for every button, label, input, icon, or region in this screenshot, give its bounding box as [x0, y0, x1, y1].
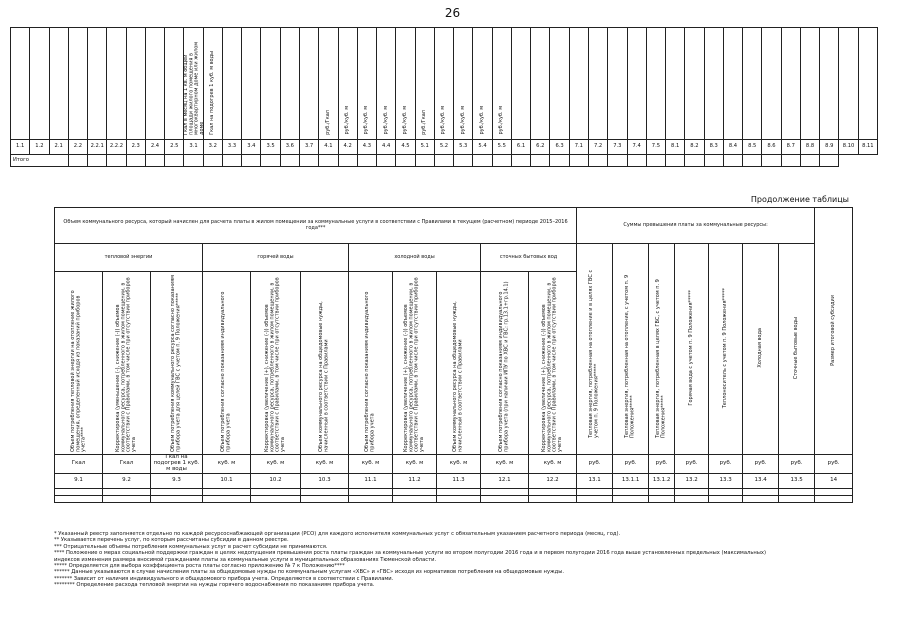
footnote: *** Отрицательные объемы потребления коммунальных услуг в расчет субсидии не принимаются.	[54, 543, 328, 550]
column-number: 8.4	[723, 140, 742, 155]
column-number: 8.6	[762, 140, 781, 155]
unit-header: руб./куб. м	[498, 106, 505, 135]
top-table	[10, 27, 878, 167]
number-cell: 10.2	[251, 473, 301, 488]
number-cell: 13.3	[709, 473, 743, 488]
unit-cell: Гкал на подогрев 1 куб. м воды	[151, 455, 203, 473]
column-number: 8.2	[685, 140, 704, 155]
group-excess-header: Суммы превышения платы за коммунальные ресурсы:	[577, 208, 815, 244]
unit-cell: Гкал	[103, 455, 151, 473]
footnotes	[54, 531, 854, 589]
column-number: 7.3	[608, 140, 627, 155]
header-cell-per-cubic	[203, 28, 222, 140]
vertical-header: Тепловая энергия, потребленная в целях ГВС, с учетом п. 9 Положения*****	[649, 244, 675, 455]
vertical-header: Тепловая энергия, потребленная на отопление, с учетом п. 9 Положения*****	[613, 244, 649, 455]
vertical-header: Корректировка (уменьшение (-), снижение (-)) объемов коммунального ресурса, потребленного в жилом помещении, в соответствии с Правилами, в том числе при отсутствии приборов учета	[103, 272, 151, 455]
unit-cell: руб.	[779, 455, 815, 473]
column-number: 4.2	[338, 140, 357, 155]
footnote: **** Положение о мерах социальной поддержки граждан в целях недопущения превышения роста платы граждан за коммунальные услуги во втором полугодии 2016 года и в первом полугодии 2016 года выше установленных предельных (максимальных)	[54, 550, 766, 557]
header-area-rate: Гкал в месяц на 1 кв. м общей площади жилого помещения в многоквартирном доме или жилом доме	[183, 41, 206, 135]
number-cell: 10.3	[301, 473, 349, 488]
unit-cell: куб. м	[251, 455, 301, 473]
continuation-label: Продолжение таблицы	[750, 195, 849, 204]
header-cell-area-rate	[183, 28, 206, 140]
column-number: 1.2	[30, 140, 49, 155]
number-cell: 11.2	[393, 473, 437, 488]
unit-cell: куб. м	[203, 455, 251, 473]
column-number: 5.4	[473, 140, 492, 155]
unit-header: руб./куб. м	[363, 106, 370, 135]
vertical-header: Горячая вода с учетом п. 9 Положения*****	[675, 244, 709, 455]
unit-cell: Гкал	[55, 455, 103, 473]
unit-cell: руб.	[613, 455, 649, 473]
footnote: ***** Определяется для выбора коэффициента роста платы согласно приложению № 7 к Положению****	[54, 563, 345, 570]
column-number: 6.3	[550, 140, 569, 155]
empty-row	[55, 488, 853, 495]
vertical-header: Сточные бытовые воды	[779, 244, 815, 455]
number-cell: 12.2	[529, 473, 577, 488]
column-number: 2.2	[68, 140, 87, 155]
column-number: 2.2.2	[107, 140, 126, 155]
footnote: ******** Определение расхода тепловой энергии на нужды горячего водоснабжения по показаниям прибора учета.	[54, 582, 375, 589]
empty-row	[55, 495, 853, 502]
column-number: 1.1	[11, 140, 30, 155]
column-number: 2.3	[126, 140, 145, 155]
number-cell: 13.5	[779, 473, 815, 488]
unit-cell: куб. м	[529, 455, 577, 473]
vertical-header: Корректировка (увеличение (+), снижение (-)) объемов коммунального ресурса, потребленного в жилом помещении, в соответствии с Правилами, в том числе при отсутствии приборов учета	[251, 272, 301, 455]
column-number: 3.4	[242, 140, 261, 155]
column-number: 3.1	[184, 140, 203, 155]
unit-cell: куб. м	[349, 455, 393, 473]
column-number: 5.1	[415, 140, 434, 155]
vertical-header: Корректировка (увеличение (+), снижение (-)) объемов коммунального ресурса, потребленного в жилом помещении, в соответствии с Правилами, в том числе при отсутствии приборов учета	[529, 272, 577, 455]
page-number: 26	[444, 6, 461, 20]
vertical-header: Объем коммунального ресурса на общедомовые нужды, начисленный в соответствии с Правилами	[437, 272, 481, 455]
sub-waste-water: сточных бытовых вод	[481, 244, 577, 272]
unit-header: руб./куб. м	[401, 106, 408, 135]
numbers-row	[55, 473, 853, 488]
unit-cell: куб. м	[481, 455, 529, 473]
vertical-header: Объем потребления согласно показаниям индивидуального прибора учета	[349, 272, 393, 455]
column-number: 3.3	[222, 140, 241, 155]
top-header-row	[11, 28, 878, 140]
sub-header-row	[55, 244, 853, 272]
footnote: индексов изменения размера вносимой гражданами платы за коммунальные услуги в муниципальных образованиях Тюменской области.	[54, 556, 437, 563]
vertical-header: Теплоноситель с учетом п. 9 Положения*****	[709, 244, 743, 455]
column-number: 8.10	[839, 140, 858, 155]
unit-header: руб./куб. м	[440, 106, 447, 135]
column-number: 8.7	[781, 140, 800, 155]
sub-cold-water: холодной воды	[349, 244, 481, 272]
column-number: 4.1	[319, 140, 338, 155]
number-cell: 13.1.1	[613, 473, 649, 488]
column-number: 7.1	[569, 140, 588, 155]
column-number: 2.2.1	[88, 140, 107, 155]
group-volume-header: Объем коммунального ресурса, который начислен для расчета платы в жилом помещении за коммунальные услуги в соответствии с Правилами в текущем (расчетном) периоде 2015–2016 года***	[55, 208, 577, 244]
column-number: 6.2	[531, 140, 550, 155]
vertical-header: Объем коммунального ресурса на общедомовые нужды, начисленный в соответствии с Правилами	[301, 272, 349, 455]
vertical-header: Корректировка (увеличение (+), снижение (-)) объемов коммунального ресурса, потребленного в жилом помещении, в соответствии с Правилами, в том числе при отсутствии приборов учета	[393, 272, 437, 455]
number-cell: 11.3	[437, 473, 481, 488]
number-cell: 10.1	[203, 473, 251, 488]
unit-cell: руб.	[815, 455, 853, 473]
unit-header: руб./куб. м	[478, 106, 485, 135]
number-cell: 12.1	[481, 473, 529, 488]
continuation-table	[54, 207, 853, 503]
group-header-row	[55, 208, 853, 244]
unit-header: руб./Гкал	[421, 109, 428, 135]
number-cell: 9.3	[151, 473, 203, 488]
units-row	[55, 455, 853, 473]
footnote: * Указанный реестр заполняется отдельно по каждой ресурсоснабжающей организации (РСО) для каждого исполнителя коммунальных услуг с обязательным указанием расчетного периода (месяц, год).	[54, 531, 621, 537]
column-number: 4.4	[377, 140, 396, 155]
number-cell: 13.1.2	[649, 473, 675, 488]
header-per-cubic: Гкал на подогрев 1 куб. м воды	[209, 50, 216, 135]
vertical-header: Холодная вода	[743, 244, 779, 455]
vertical-header: Объем потребления коммунального ресурса согласно показаниям прибора учета для целей ГВС с учетом п. 9 Положения*****	[151, 272, 203, 455]
unit-cell: руб.	[743, 455, 779, 473]
column-number: 5.5	[492, 140, 511, 155]
number-cell: 9.1	[55, 473, 103, 488]
column-number: 5.3	[454, 140, 473, 155]
number-cell: 13.4	[743, 473, 779, 488]
column-number: 8.1	[666, 140, 685, 155]
subsidy-header: Размер итоговой субсидии	[815, 208, 853, 455]
unit-cell: куб. м	[393, 455, 437, 473]
number-cell: 13.2	[675, 473, 709, 488]
unit-cell: руб.	[577, 455, 613, 473]
column-number: 3.7	[299, 140, 318, 155]
column-number: 7.4	[627, 140, 646, 155]
column-number: 3.2	[203, 140, 222, 155]
column-number: 4.3	[357, 140, 376, 155]
unit-cell: куб. м	[437, 455, 481, 473]
unit-header: руб./куб. м	[382, 106, 389, 135]
column-number: 2.1	[49, 140, 68, 155]
footnote: ** Указывается перечень услуг, по которым рассчитаны субсидии в данном реестре.	[54, 537, 289, 544]
sub-hot-water: горячей воды	[203, 244, 349, 272]
vertical-header: Тепловая энергия, потребленная на отопление и в целях ГВС с учетом п. 9 Положения*****	[577, 244, 613, 455]
number-cell: 11.1	[349, 473, 393, 488]
column-number-row	[11, 140, 878, 155]
column-number: 8.9	[820, 140, 839, 155]
column-number: 6.1	[511, 140, 530, 155]
unit-header: руб./куб. м	[344, 106, 351, 135]
column-number: 3.5	[261, 140, 280, 155]
column-number: 8.5	[743, 140, 762, 155]
unit-header: руб./Гкал	[324, 109, 331, 135]
column-number: 8.11	[858, 140, 877, 155]
number-cell: 14	[815, 473, 853, 488]
unit-header: руб./куб. м	[459, 106, 466, 135]
footnote: ******* Зависит от наличия индивидуального и общедомового прибора учета. Определяются в соответствии с Правилами.	[54, 575, 394, 582]
unit-cell: руб.	[649, 455, 675, 473]
column-number: 2.4	[145, 140, 164, 155]
total-label: Итого	[11, 155, 69, 167]
unit-cell: руб.	[675, 455, 709, 473]
unit-cell: руб.	[709, 455, 743, 473]
column-number: 4.5	[396, 140, 415, 155]
column-number: 2.5	[165, 140, 184, 155]
sub-heating: тепловой энергии	[55, 244, 203, 272]
column-number: 7.2	[588, 140, 607, 155]
total-row	[11, 155, 878, 167]
column-number: 7.5	[646, 140, 665, 155]
vertical-header: Объем потребления тепловой энергии на отопление жилого помещения, определенный исходя из показаний приборов учета****	[55, 272, 103, 455]
column-number: 8.8	[800, 140, 819, 155]
vertical-header: Объем потребления согласно показаниям индивидуального прибора учета (при наличии ИПУ по ХВС и ГВС: гр.13.1+гр.14.1)	[481, 272, 529, 455]
column-number: 8.3	[704, 140, 723, 155]
number-cell: 9.2	[103, 473, 151, 488]
number-cell: 13.1	[577, 473, 613, 488]
footnote: ****** Данные указываются в случае начисления платы за общедомовые нужды по коммунальным услугам «ХВС» и «ГВС» исходя из нормативов потребления на общедомовые нужды.	[54, 569, 565, 576]
column-number: 3.6	[280, 140, 299, 155]
column-number: 5.2	[434, 140, 453, 155]
vertical-header: Объем потребления согласно показаниям индивидуального прибора учета	[203, 272, 251, 455]
unit-cell: куб. м	[301, 455, 349, 473]
